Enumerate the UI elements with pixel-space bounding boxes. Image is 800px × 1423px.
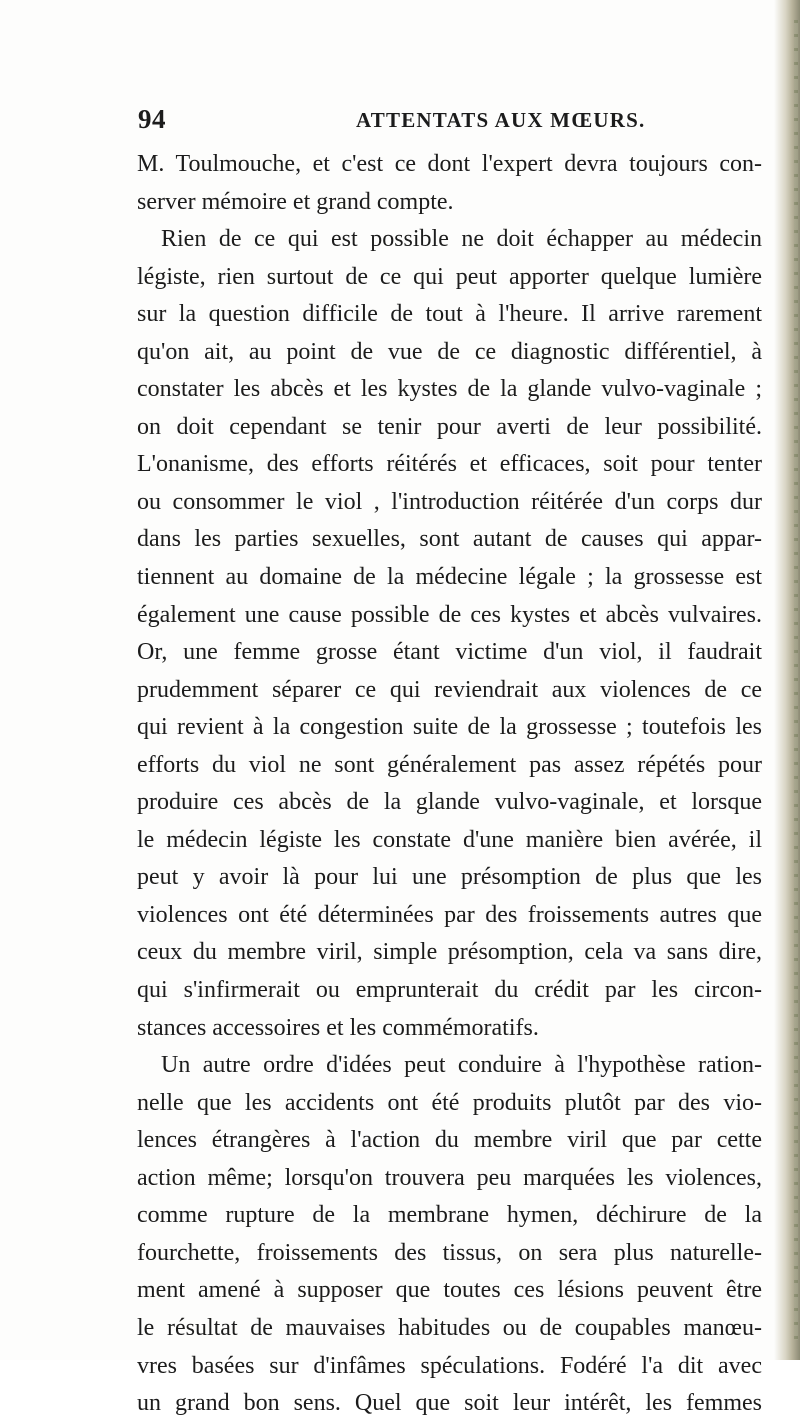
text-line: qui revient à la congestion suite de la grossesse ; toutefois les	[137, 714, 762, 741]
body-text	[137, 146, 762, 1423]
text-line: Rien de ce qui est possible ne doit échapper au médecin	[161, 226, 762, 253]
text-line: peut y avoir là pour lui une présomption de plus que les	[137, 864, 762, 891]
text-line: le résultat de mauvaises habitudes ou de coupables manœu-	[137, 1314, 762, 1341]
running-title: ATTENTATS AUX MŒURS.	[356, 108, 646, 132]
text-line: efforts du viol ne sont généralement pas assez répétés pour	[137, 751, 762, 778]
text-line: tiennent au domaine de la médecine légale ; la grossesse est	[137, 564, 762, 591]
text-line: lences étrangères à l'action du membre viril que par cette	[137, 1127, 762, 1154]
text-line: également une cause possible de ces kystes et abcès vulvaires.	[137, 601, 762, 628]
text-line: violences ont été déterminées par des froissements autres que	[137, 901, 762, 928]
text-line: L'onanisme, des efforts réitérés et efficaces, soit pour tenter	[137, 451, 762, 478]
page-edge-shadow	[774, 0, 800, 1360]
text-line: le médecin légiste les constate d'une manière bien avérée, il	[137, 826, 762, 853]
text-line: prudemment séparer ce qui reviendrait aux violences de ce	[137, 676, 762, 703]
text-line: constater les abcès et les kystes de la glande vulvo-vaginale ;	[137, 376, 762, 403]
text-line: Un autre ordre d'idées peut conduire à l'hypothèse ration-	[161, 1052, 762, 1079]
text-line: dans les parties sexuelles, sont autant de causes qui appar-	[137, 526, 762, 553]
text-line: Or, une femme grosse étant victime d'un viol, il faudrait	[137, 639, 762, 666]
text-line: produire ces abcès de la glande vulvo-vaginale, et lorsque	[137, 789, 762, 816]
text-line: qu'on ait, au point de vue de ce diagnostic différentiel, à	[137, 338, 762, 365]
text-line: ou consommer le viol , l'introduction réitérée d'un corps dur	[137, 488, 762, 515]
text-line: fourchette, froissements des tissus, on sera plus naturelle-	[137, 1239, 762, 1266]
text-line: vres basées sur d'infâmes spéculations. Fodéré l'a dit avec	[137, 1352, 762, 1379]
text-line: M. Toulmouche, et c'est ce dont l'expert devra toujours con-	[137, 151, 762, 177]
text-line: stances accessoires et les commémoratifs.	[137, 1014, 539, 1041]
text-line: ceux du membre viril, simple présomption, cela va sans dire,	[137, 939, 762, 966]
text-line: légiste, rien surtout de ce qui peut apporter quelque lumière	[137, 263, 762, 290]
text-line: action même; lorsqu'on trouvera peu marquées les violences,	[137, 1164, 762, 1191]
text-line: qui s'infirmerait ou emprunterait du crédit par les circon-	[137, 977, 762, 1004]
page-number: 94	[138, 104, 166, 134]
text-line: nelle que les accidents ont été produits plutôt par des vio-	[137, 1089, 762, 1116]
running-head	[138, 104, 758, 144]
text-line: sur la question difficile de tout à l'heure. Il arrive rarement	[137, 301, 762, 328]
text-line: server mémoire et grand compte.	[137, 188, 454, 215]
text-line: ment amené à supposer que toutes ces lésions peuvent être	[137, 1277, 762, 1304]
text-line: on doit cependant se tenir pour averti de leur possibilité.	[137, 413, 762, 440]
text-line: un grand bon sens. Quel que soit leur intérêt, les femmes	[137, 1390, 762, 1417]
text-line: comme rupture de la membrane hymen, déchirure de la	[137, 1202, 762, 1229]
